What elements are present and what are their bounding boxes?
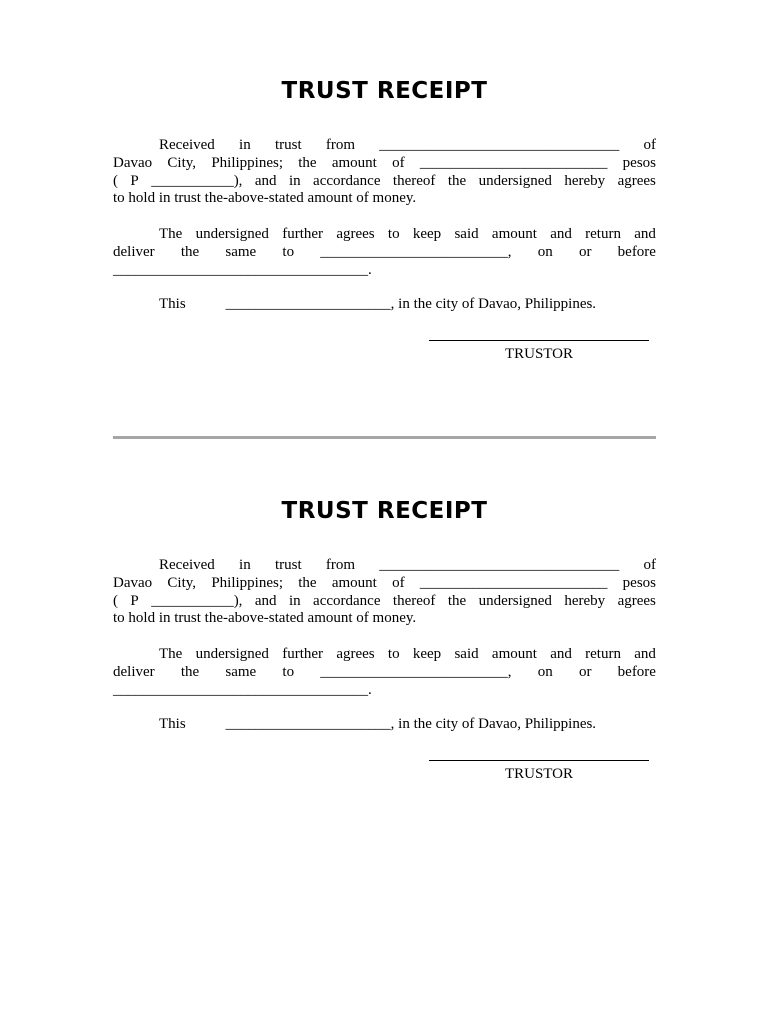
- word: agrees: [617, 172, 656, 189]
- word: agrees: [617, 592, 656, 609]
- word: hereby: [564, 592, 606, 609]
- word: accordance: [313, 172, 381, 189]
- word: return: [585, 646, 621, 662]
- word: of: [643, 137, 656, 153]
- section-divider: [113, 436, 656, 439]
- word: Davao: [113, 574, 153, 591]
- word: or: [578, 243, 592, 260]
- word: same: [225, 663, 257, 680]
- justified-line: [113, 646, 656, 664]
- word: (: [113, 592, 118, 609]
- word: in: [239, 557, 251, 573]
- word: the: [180, 663, 200, 680]
- this-word: This: [159, 296, 186, 312]
- word: the: [180, 243, 200, 260]
- word: and: [254, 592, 277, 609]
- word: keep: [412, 646, 442, 662]
- word: of: [392, 574, 405, 591]
- word: to: [387, 646, 400, 662]
- word: before: [617, 663, 656, 680]
- trustor-label: TRUSTOR: [504, 766, 574, 782]
- word: of: [643, 557, 656, 573]
- word: further: [282, 226, 324, 242]
- word: amount: [491, 646, 537, 662]
- receipt-title: TRUST RECEIPT: [281, 498, 488, 524]
- word: and: [550, 226, 572, 242]
- word: accordance: [313, 592, 381, 609]
- word: ________________________________: [379, 557, 620, 573]
- word: the: [447, 592, 467, 609]
- word: _________________________: [419, 154, 608, 171]
- word: and: [550, 646, 572, 662]
- word: The: [159, 646, 183, 662]
- word: amount: [491, 226, 537, 242]
- justified-line: [113, 664, 656, 682]
- word: ___________),: [151, 172, 243, 189]
- date-paragraph: [113, 296, 656, 314]
- date-line: [113, 716, 656, 734]
- word: Philippines;: [211, 154, 283, 171]
- justified-line: [113, 593, 656, 611]
- word: thereof: [392, 172, 436, 189]
- signature-line: [429, 760, 649, 761]
- word: agrees: [336, 646, 375, 662]
- last-line: __________________________________.: [113, 261, 372, 278]
- word: pesos: [622, 154, 656, 171]
- justified-line: [113, 226, 656, 244]
- word: _________________________,: [320, 663, 512, 680]
- agreement-paragraph: [113, 646, 656, 699]
- word: _________________________,: [320, 243, 512, 260]
- word: on: [537, 663, 553, 680]
- word: further: [282, 646, 324, 662]
- word: trust: [274, 137, 302, 153]
- agreement-paragraph: [113, 226, 656, 279]
- date-line: [113, 296, 656, 314]
- word: undersigned: [195, 226, 269, 242]
- word: keep: [412, 226, 442, 242]
- word: City,: [167, 574, 197, 591]
- word: same: [225, 243, 257, 260]
- justified-line: [113, 557, 656, 575]
- word: in: [288, 172, 301, 189]
- word: to: [387, 226, 400, 242]
- justified-line: [113, 155, 656, 173]
- word: agrees: [336, 226, 375, 242]
- trust-receipt-2: [113, 496, 656, 782]
- last-line: to hold in trust the-above-stated amount of money.: [113, 610, 417, 627]
- justified-line: [113, 575, 656, 593]
- signature-line: [429, 340, 649, 341]
- word: undersigned: [478, 172, 552, 189]
- word: the: [298, 154, 317, 171]
- word: from: [325, 137, 356, 153]
- word: amount: [331, 574, 377, 591]
- word: Received: [159, 557, 215, 573]
- word: undersigned: [195, 646, 269, 662]
- justified-line: [113, 137, 656, 155]
- trustor-label: TRUSTOR: [504, 346, 574, 362]
- word: ___________),: [151, 592, 243, 609]
- date-rest: ______________________, in the city of Davao, Philippines.: [225, 716, 597, 732]
- word: Received: [159, 137, 215, 153]
- last-line: __________________________________.: [113, 681, 372, 698]
- word: hereby: [564, 172, 606, 189]
- justified-line: [113, 244, 656, 262]
- word: _________________________: [419, 574, 608, 591]
- receipt-title: TRUST RECEIPT: [281, 78, 488, 104]
- this-word: This: [159, 716, 186, 732]
- word: in: [239, 137, 251, 153]
- word: said: [454, 646, 479, 662]
- word: ________________________________: [379, 137, 620, 153]
- word: The: [159, 226, 183, 242]
- word: and: [634, 226, 656, 242]
- date-paragraph: [113, 716, 656, 734]
- word: or: [578, 663, 592, 680]
- word: to: [282, 663, 295, 680]
- word: undersigned: [478, 592, 552, 609]
- word: from: [325, 557, 356, 573]
- word: in: [288, 592, 301, 609]
- word: trust: [274, 557, 302, 573]
- date-rest: ______________________, in the city of Davao, Philippines.: [225, 296, 597, 312]
- word: the: [447, 172, 467, 189]
- justified-line: [113, 173, 656, 191]
- received-paragraph: [113, 557, 656, 628]
- word: the: [298, 574, 317, 591]
- word: said: [454, 226, 479, 242]
- word: Davao: [113, 154, 153, 171]
- word: P: [130, 592, 139, 609]
- word: return: [585, 226, 621, 242]
- word: Philippines;: [211, 574, 283, 591]
- word: (: [113, 172, 118, 189]
- word: before: [617, 243, 656, 260]
- word: and: [634, 646, 656, 662]
- word: City,: [167, 154, 197, 171]
- word: to: [282, 243, 295, 260]
- word: pesos: [622, 574, 656, 591]
- word: deliver: [113, 663, 155, 680]
- trust-receipt-1: [113, 76, 656, 362]
- word: deliver: [113, 243, 155, 260]
- word: amount: [331, 154, 377, 171]
- word: and: [254, 172, 277, 189]
- word: P: [130, 172, 139, 189]
- word: thereof: [392, 592, 436, 609]
- received-paragraph: [113, 137, 656, 208]
- word: on: [537, 243, 553, 260]
- word: of: [392, 154, 405, 171]
- last-line: to hold in trust the-above-stated amount of money.: [113, 190, 417, 207]
